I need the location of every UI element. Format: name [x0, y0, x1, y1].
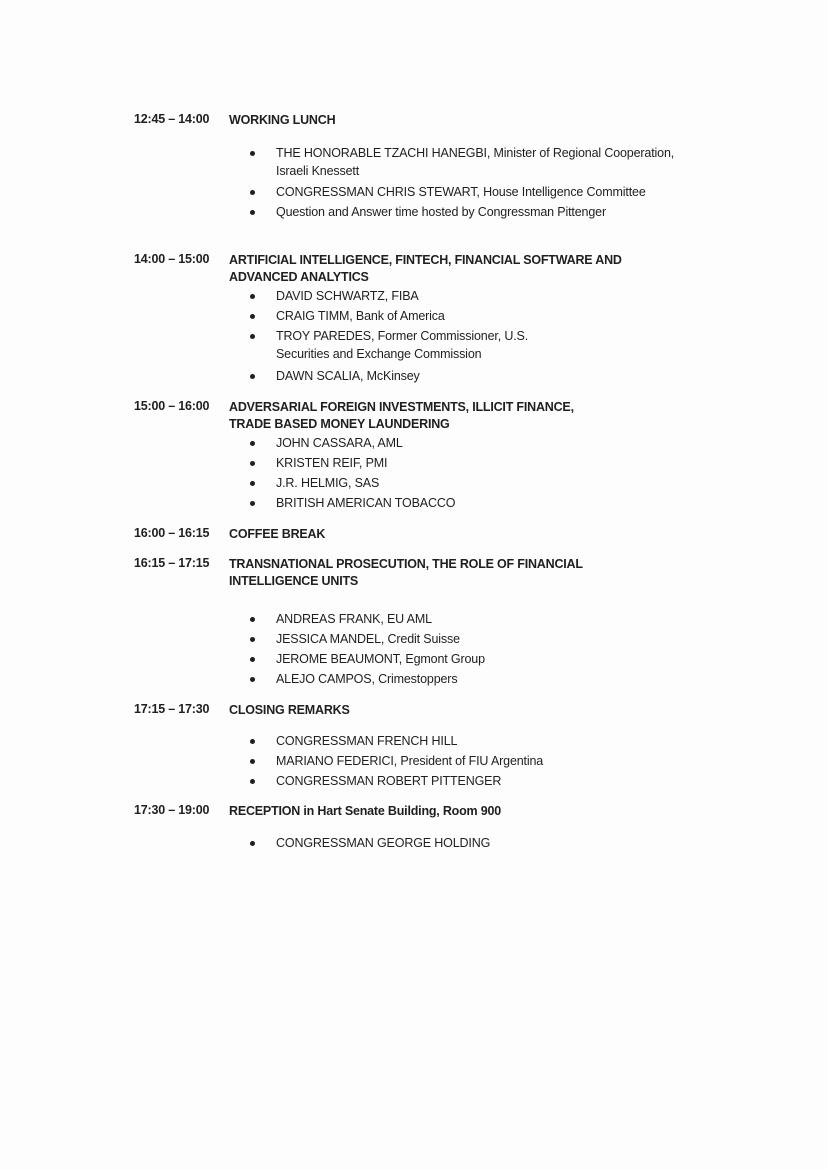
- bullet-icon: [250, 461, 255, 466]
- list-item-text: MARIANO FEDERICI, President of FIU Argentina: [276, 754, 544, 768]
- bullet-icon: [250, 481, 255, 486]
- bullet-icon: [250, 759, 255, 764]
- list-item-text: DAVID SCHWARTZ, FIBA: [276, 289, 419, 303]
- list-item-text: KRISTEN REIF, PMI: [276, 456, 388, 470]
- bullet-icon: [250, 501, 255, 506]
- bullet-icon: [250, 779, 255, 784]
- session-time: 12:45 – 14:00: [134, 112, 210, 126]
- list-item-text: CONGRESSMAN ROBERT PITTENGER: [276, 774, 502, 788]
- list-item-text: THE HONORABLE TZACHI HANEGBI, Minister of Regional Cooperation, Israeli Knessett: [276, 146, 675, 178]
- session-title: COFFEE BREAK: [229, 527, 326, 541]
- list-item-text: Question and Answer time hosted by Congressman Pittenger: [276, 205, 606, 219]
- list-item-text: ALEJO CAMPOS, Crimestoppers: [276, 672, 458, 686]
- bullet-icon: [250, 677, 255, 682]
- bullet-icon: [250, 841, 255, 846]
- session-title: CLOSING REMARKS: [229, 703, 350, 717]
- session-time: 15:00 – 16:00: [134, 399, 210, 413]
- session-time: 16:00 – 16:15: [134, 526, 210, 540]
- session-time: 17:30 – 19:00: [134, 803, 210, 817]
- bullet-icon: [250, 657, 255, 662]
- list-item-text: CONGRESSMAN FRENCH HILL: [276, 734, 458, 748]
- list-item-text: JESSICA MANDEL, Credit Suisse: [276, 632, 460, 646]
- bullet-icon: [250, 294, 255, 299]
- bullet-icon: [250, 739, 255, 744]
- session-time: 14:00 – 15:00: [134, 252, 210, 266]
- list-item-text: ANDREAS FRANK, EU AML: [276, 612, 432, 626]
- list-item-text: BRITISH AMERICAN TOBACCO: [276, 496, 456, 510]
- bullet-icon: [250, 334, 255, 339]
- list-item-text: CONGRESSMAN GEORGE HOLDING: [276, 836, 491, 850]
- bullet-icon: [250, 374, 255, 379]
- session-time: 16:15 – 17:15: [134, 556, 210, 570]
- session-title: WORKING LUNCH: [229, 113, 336, 127]
- list-item-text: TROY PAREDES, Former Commissioner, U.S. Securities and Exchange Commission: [276, 329, 529, 361]
- bullet-icon: [250, 190, 255, 195]
- bullet-icon: [250, 210, 255, 215]
- session-title: TRANSNATIONAL PROSECUTION, THE ROLE OF FINANCIAL INTELLIGENCE UNITS: [229, 557, 583, 588]
- bullet-icon: [250, 441, 255, 446]
- list-item-text: CRAIG TIMM, Bank of America: [276, 309, 445, 323]
- list-item-text: JOHN CASSARA, AML: [276, 436, 403, 450]
- bullet-icon: [250, 314, 255, 319]
- session-title: RECEPTION in Hart Senate Building, Room 900: [229, 804, 501, 818]
- list-item-text: DAWN SCALIA, McKinsey: [276, 369, 420, 383]
- list-item-text: CONGRESSMAN CHRIS STEWART, House Intelligence Committee: [276, 185, 646, 199]
- session-title: ADVERSARIAL FOREIGN INVESTMENTS, ILLICIT FINANCE, TRADE BASED MONEY LAUNDERING: [229, 400, 574, 431]
- list-item-text: JEROME BEAUMONT, Egmont Group: [276, 652, 485, 666]
- session-time: 17:15 – 17:30: [134, 702, 210, 716]
- bullet-icon: [250, 637, 255, 642]
- session-title: ARTIFICIAL INTELLIGENCE, FINTECH, FINANCIAL SOFTWARE AND ADVANCED ANALYTICS: [229, 253, 622, 284]
- bullet-icon: [250, 151, 255, 156]
- list-item-text: J.R. HELMIG, SAS: [276, 476, 380, 490]
- bullet-icon: [250, 617, 255, 622]
